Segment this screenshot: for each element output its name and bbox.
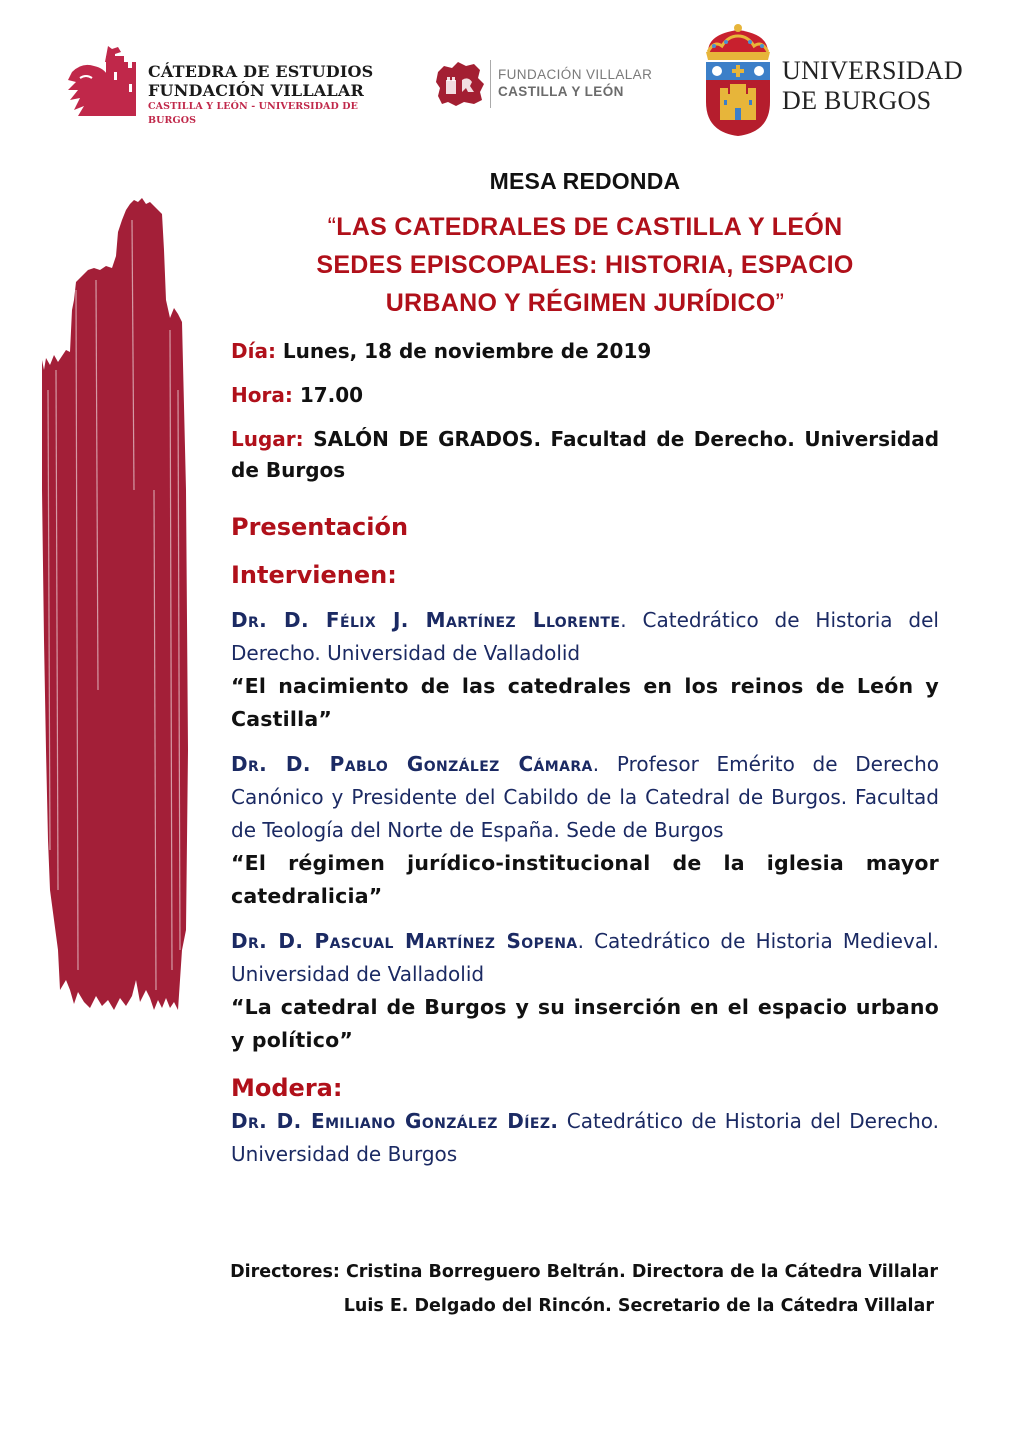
- speaker-affiliation: . Catedrático de Historia del Derecho. Universidad de Valladolid: [231, 608, 939, 665]
- fundacion-logo: [434, 58, 684, 110]
- catedra-logo: [68, 42, 408, 126]
- speaker-info: [231, 925, 939, 991]
- date-row: [231, 336, 939, 367]
- universidad-logo: [700, 22, 970, 138]
- catedra-line1: CÁTEDRA DE ESTUDIOS: [148, 62, 374, 81]
- speakers-heading: Intervienen:: [231, 561, 397, 589]
- moderator-heading: Modera:: [231, 1074, 343, 1102]
- presentation-heading: Presentación: [231, 513, 409, 541]
- coat-of-arms-icon: [700, 22, 776, 138]
- speaker-info: [231, 604, 939, 670]
- speaker-list: [231, 604, 939, 1057]
- catedra-logo-text: [148, 62, 408, 128]
- place-value: SALÓN DE GRADOS. Facultad de Derecho. Universidad de Burgos: [231, 427, 940, 482]
- universidad-name: [782, 56, 963, 116]
- title-line-3: URBANO Y RÉGIMEN JURÍDICO”: [385, 289, 785, 317]
- date-value: Lunes, 18 de noviembre de 2019: [282, 339, 652, 363]
- talk-title: “El nacimiento de las catedrales en los reinos de León y Castilla”: [231, 674, 939, 731]
- speaker-item: [231, 604, 939, 736]
- red-brushstroke-decoration: [36, 190, 196, 1170]
- castle-lion-icon: [68, 42, 140, 122]
- catedra-line3: CASTILLA Y LEÓN - UNIVERSIDAD DE BURGOS: [148, 101, 358, 126]
- castilla-leon-map-icon: [434, 58, 486, 110]
- event-content: [231, 168, 939, 1171]
- speaker-name: Dr. D. Félix J. Martínez Llorente: [231, 608, 621, 632]
- time-label: Hora:: [231, 383, 293, 407]
- speaker-info: [231, 748, 939, 847]
- speaker-item: [231, 925, 939, 1057]
- fundacion-divider: [490, 60, 491, 108]
- directors-line-2: Luis E. Delgado del Rincón. Secretario de la Cátedra Villalar: [343, 1296, 934, 1316]
- speaker-affiliation: . Profesor Emérito de Derecho Canónico y Presidente del Cabildo de la Catedral de Burgos. Facultad de Teología del Norte de España. Sede de Burgos: [231, 752, 939, 842]
- speaker-item: [231, 748, 939, 913]
- title-line-1: “LAS CATEDRALES DE CASTILLA Y LEÓN: [327, 213, 843, 241]
- fundacion-line2: CASTILLA Y LEÓN: [498, 84, 624, 99]
- talk-title: “El régimen jurídico-institucional de la iglesia mayor catedralicia”: [231, 851, 939, 908]
- moderator-info: [231, 1105, 939, 1171]
- catedra-line2: FUNDACIÓN VILLALAR: [148, 81, 364, 100]
- event-type-heading: MESA REDONDA: [489, 168, 681, 194]
- place-label: Lugar:: [231, 427, 304, 451]
- fundacion-line1: FUNDACIÓN VILLALAR: [498, 67, 653, 82]
- universidad-line2: DE BURGOS: [782, 86, 932, 115]
- speaker-affiliation: . Catedrático de Historia Medieval. Universidad de Valladolid: [231, 929, 939, 986]
- universidad-line1: UNIVERSIDAD: [782, 56, 963, 85]
- talk-title: “La catedral de Burgos y su inserción en el espacio urbano y político”: [231, 995, 939, 1052]
- speaker-name: Dr. D. Pascual Martínez Sopena: [231, 929, 578, 953]
- directors-line-1: Directores: Cristina Borreguero Beltrán. Directora de la Cátedra Villalar: [230, 1262, 938, 1282]
- event-title: [231, 208, 939, 322]
- moderator-affiliation: Catedrático de Historia del Derecho. Universidad de Burgos: [231, 1109, 939, 1166]
- place-row: [231, 424, 939, 486]
- time-row: [231, 380, 939, 411]
- moderator-name: Dr. D. Emiliano González Díez.: [231, 1109, 559, 1133]
- date-label: Día:: [231, 339, 276, 363]
- title-line-2: SEDES EPISCOPALES: HISTORIA, ESPACIO: [316, 251, 854, 279]
- speaker-name: Dr. D. Pablo González Cámara: [231, 752, 593, 776]
- time-value: 17.00: [299, 383, 364, 407]
